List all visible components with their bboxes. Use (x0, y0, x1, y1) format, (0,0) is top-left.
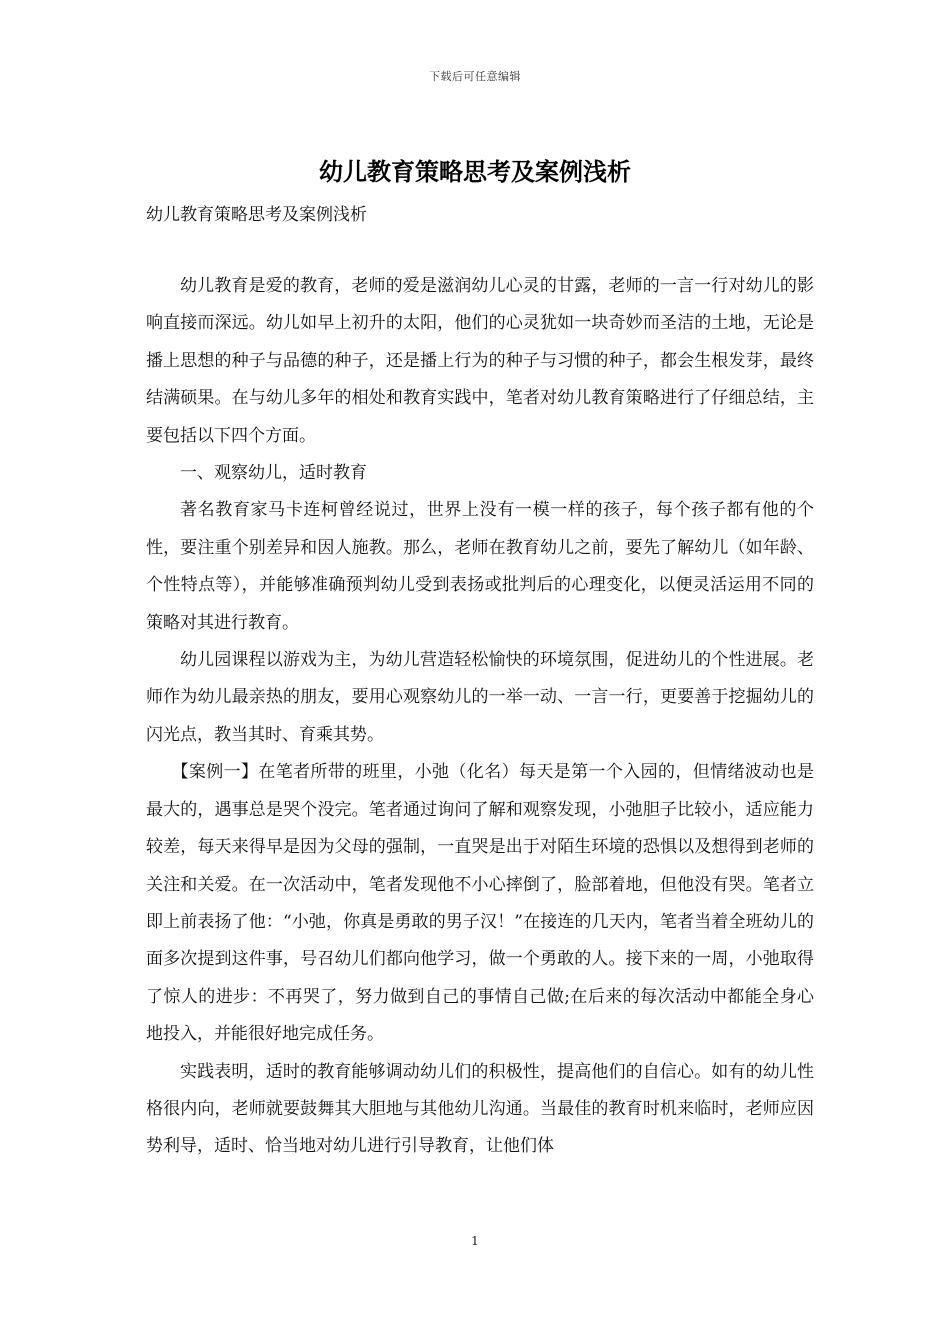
body-text (146, 268, 814, 1166)
document-title: 幼儿教育策略思考及案例浅析 (319, 157, 631, 186)
paragraph-kindergarten-course: 幼儿园课程以游戏为主，为幼儿营造轻松愉快的环境氛围，促进幼儿的个性进展。老师作为幼儿最亲热的朋友，要用心观察幼儿的一举一动、一言一行，更要善于挖掘幼儿的闪光点，教当其时、育乘其势。 (146, 650, 814, 745)
paragraph-intro: 幼儿教育是爱的教育，老师的爱是滋润幼儿心灵的甘露，老师的一言一行对幼儿的影响直接而深远。幼儿如早上初升的太阳，他们的心灵犹如一块奇妙而圣洁的土地，无论是播上思想的种子与品德的种子，还是播上行为的种子与习惯的种子，都会生根发芽，最终结满硕果。在与幼儿多年的相处和教育实践中，笔者对幼儿教育策略进行了仔细总结，主要包括以下四个方面。 (146, 276, 814, 446)
header-note: 下载后可任意编辑 (429, 70, 521, 83)
document-subtitle: 幼儿教育策略思考及案例浅析 (146, 205, 367, 225)
paragraph-practice: 实践表明，适时的教育能够调动幼儿们的积极性，提高他们的自信心。如有的幼儿性格很内向，老师就要鼓舞其大胆地与其他幼儿沟通。当最佳的教育时机来临时，老师应因势利导，适时、恰当地对幼儿进行引导教育，让他们体 (146, 1061, 814, 1157)
section-heading-1: 一、观察幼儿，适时教育 (180, 463, 367, 484)
page-number: 1 (471, 1234, 479, 1248)
paragraph-makarenko: 著名教育家马卡连柯曾经说过，世界上没有一模一样的孩子，每个孩子都有他的个性，要注重个别差异和因人施教。那么，老师在教育幼儿之前，要先了解幼儿（如年龄、个性特点等），并能够准确预判幼儿受到表扬或批判后的心理变化，以便灵活运用不同的策略对其进行教育。 (146, 500, 814, 633)
paragraph-case-one: 【案例一】在笔者所带的班里，小弛（化名）每天是第一个入园的，但情绪波动也是最大的，遇事总是哭个没完。笔者通过询问了解和观察发现，小弛胆子比较小，适应能力较差，每天来得早是因为父母的强制，一直哭是出于对陌生环境的恐惧以及想得到老师的关注和关爱。在一次活动中，笔者发现他不小心摔倒了，脸部着地，但他没有哭。笔者立即上前表扬了他：“小弛，你真是勇敢的男子汉！”在接连的几天内，笔者当着全班幼儿的面多次提到这件事，号召幼儿们都向他学习，做一个勇敢的人。接下来的一周，小弛取得了惊人的进步：不再哭了，努力做到自己的事情自己做;在后来的每次活动中都能全身心地投入，并能很好地完成任务。 (146, 762, 814, 1045)
